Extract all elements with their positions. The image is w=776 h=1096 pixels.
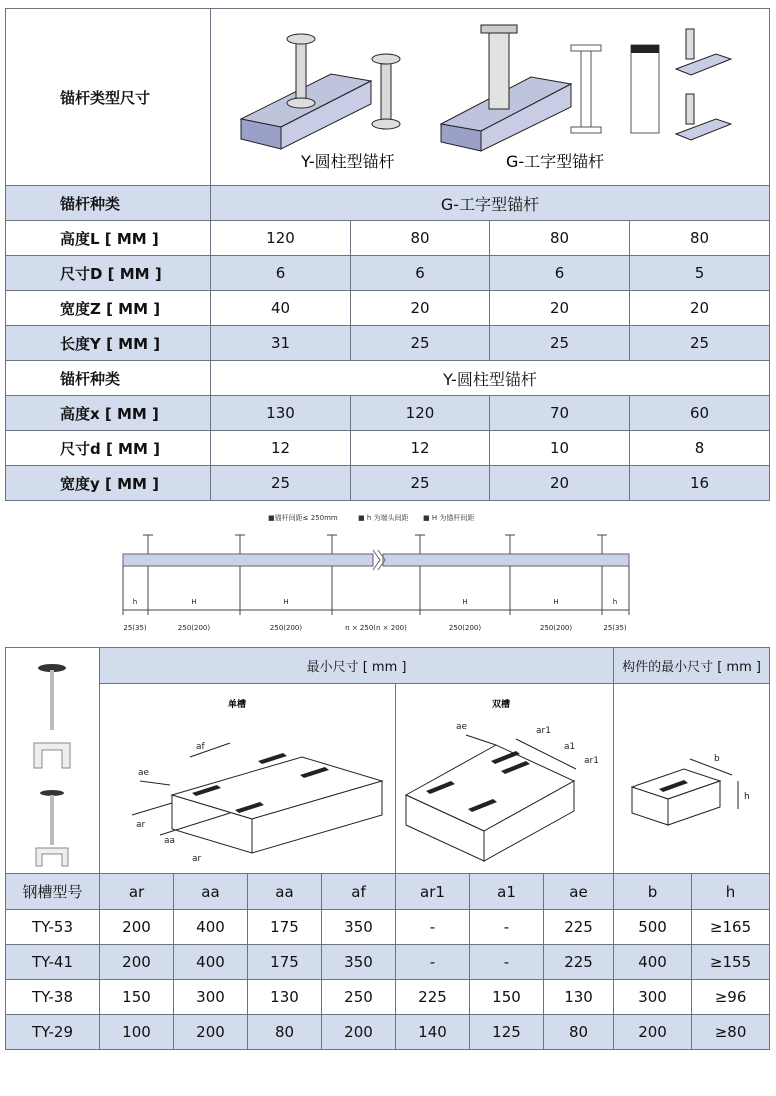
member-min-size-header: 构件的最小尺寸 [ mm ]: [614, 648, 770, 684]
model-cell: TY-53: [6, 910, 100, 945]
anchor-spacing-diagram: [118, 510, 634, 640]
double-slot-diagram: [396, 685, 614, 873]
model-cell: TY-41: [6, 945, 100, 980]
label-ae: ae: [138, 767, 150, 778]
cell: 350: [322, 910, 396, 945]
cell: 20: [490, 466, 630, 501]
label-ar1-2: ar1: [584, 755, 599, 766]
single-slot-title: 单槽: [228, 699, 247, 710]
cell: 12: [211, 431, 351, 466]
cell: 25: [351, 326, 490, 361]
row-label: 尺寸D [ MM ]: [6, 256, 211, 291]
cell: 175: [248, 910, 322, 945]
single-slot-diagram: [100, 685, 394, 873]
table-title: 锚杆类型尺寸: [6, 9, 211, 186]
table-row: [6, 431, 770, 466]
dim-value: 250(200): [177, 624, 211, 632]
channel-anchor-images: [6, 648, 98, 873]
cell: 130: [544, 980, 614, 1015]
cell: ≥96: [692, 980, 770, 1015]
row-label: 长度Y [ MM ]: [6, 326, 211, 361]
dim-letter: H: [462, 598, 468, 606]
cell: 300: [174, 980, 248, 1015]
cell: ≥80: [692, 1015, 770, 1050]
anchor-drawings: [211, 9, 768, 185]
cell: 350: [322, 945, 396, 980]
table-row: [6, 396, 770, 431]
row-label: 高度L [ MM ]: [6, 221, 211, 256]
cell: -: [470, 910, 544, 945]
cell: 16: [630, 466, 770, 501]
cell: 10: [490, 431, 630, 466]
cell: 225: [544, 945, 614, 980]
dim-value: 250(200): [269, 624, 303, 632]
cell: 40: [211, 291, 351, 326]
cell: 225: [544, 910, 614, 945]
legend-end-h: ■ h 为端头间距: [358, 514, 409, 522]
legend-anchor-H: ■ H 为锚杆间距: [423, 514, 475, 522]
dim-value: 25(35): [123, 624, 147, 632]
cell: ≥165: [692, 910, 770, 945]
cell: 120: [351, 396, 490, 431]
cell: 8: [630, 431, 770, 466]
y-section-value: Y-圆柱型锚杆: [211, 361, 770, 396]
cell: 80: [351, 221, 490, 256]
cell: 125: [470, 1015, 544, 1050]
cell: 20: [351, 291, 490, 326]
cell: ≥155: [692, 945, 770, 980]
cell: 20: [630, 291, 770, 326]
anchor-size-table: [5, 8, 770, 501]
cell: 130: [248, 980, 322, 1015]
cell: 200: [100, 945, 174, 980]
cell: 80: [630, 221, 770, 256]
dim-letter: H: [283, 598, 289, 606]
cell: 120: [211, 221, 351, 256]
cell: 300: [614, 980, 692, 1015]
anchor-illustrations: [211, 9, 770, 186]
table-row: [6, 945, 770, 980]
table-row: [6, 221, 770, 256]
cell: 25: [351, 466, 490, 501]
column-header: b: [614, 874, 692, 910]
single-slot-diagram-cell: [100, 684, 396, 874]
dim-letter: h: [132, 598, 138, 606]
dim-letter: H: [553, 598, 559, 606]
table-row: [6, 466, 770, 501]
column-header: af: [322, 874, 396, 910]
double-slot-title: 双槽: [492, 699, 511, 710]
cell: 225: [396, 980, 470, 1015]
caption-y-anchor: Y-圆柱型锚杆: [301, 152, 395, 171]
g-anchor-on-channel-image: [441, 25, 571, 151]
member-diagram-cell: [614, 684, 770, 874]
label-a1: a1: [564, 741, 576, 752]
column-header-row: [6, 874, 770, 910]
cell: 6: [211, 256, 351, 291]
cell: 250: [322, 980, 396, 1015]
y-anchor-on-channel-image: [241, 34, 371, 149]
cell: 150: [470, 980, 544, 1015]
cell: 25: [630, 326, 770, 361]
cell: 100: [100, 1015, 174, 1050]
label-b: b: [714, 753, 720, 764]
channel-images-cell: [6, 648, 100, 874]
table-row: [6, 256, 770, 291]
cell: 25: [211, 466, 351, 501]
double-slot-diagram-cell: [396, 684, 614, 874]
label-af: af: [196, 741, 205, 752]
cell: 130: [211, 396, 351, 431]
cell: -: [470, 945, 544, 980]
model-cell: TY-38: [6, 980, 100, 1015]
cell: 5: [630, 256, 770, 291]
row-label: 尺寸d [ MM ]: [6, 431, 211, 466]
g-section-value: G-工字型锚杆: [211, 186, 770, 221]
model-cell: TY-29: [6, 1015, 100, 1050]
column-header: aa: [174, 874, 248, 910]
member-diagram: [614, 685, 770, 873]
label-aa: aa: [164, 835, 176, 846]
cell: 20: [490, 291, 630, 326]
cell: 400: [614, 945, 692, 980]
caption-g-anchor: G-工字型锚杆: [506, 152, 605, 171]
channel-min-size-table: [5, 647, 770, 1050]
cell: 200: [100, 910, 174, 945]
column-header: ae: [544, 874, 614, 910]
cell: -: [396, 945, 470, 980]
dim-value: 25(35): [603, 624, 627, 632]
cell: 80: [248, 1015, 322, 1050]
table-row: [6, 980, 770, 1015]
cell: 60: [630, 396, 770, 431]
cell: 80: [544, 1015, 614, 1050]
cell: 400: [174, 945, 248, 980]
column-header: ar1: [396, 874, 470, 910]
g-anchor-profile-image: [571, 45, 659, 133]
column-header: ar: [100, 874, 174, 910]
table-row: [6, 910, 770, 945]
table-row: [6, 1015, 770, 1050]
label-ar: ar: [136, 819, 146, 830]
column-header: 钢槽型号: [6, 874, 100, 910]
cell: 6: [351, 256, 490, 291]
table-row: [6, 326, 770, 361]
legend-spacing: ■锚杆间距≤ 250mm: [268, 514, 338, 522]
dim-value: 250(200): [448, 624, 482, 632]
cell: 12: [351, 431, 490, 466]
cell: 140: [396, 1015, 470, 1050]
cell: 80: [490, 221, 630, 256]
cell: 6: [490, 256, 630, 291]
cell: 400: [174, 910, 248, 945]
row-label: 宽度y [ MM ]: [6, 466, 211, 501]
dim-letter: h: [612, 598, 618, 606]
dim-letter: H: [191, 598, 197, 606]
dim-value: n × 250(n × 200): [345, 624, 407, 632]
cell: 150: [100, 980, 174, 1015]
dim-value: 250(200): [539, 624, 573, 632]
cell: 200: [174, 1015, 248, 1050]
cell: 200: [614, 1015, 692, 1050]
label-ae: ae: [456, 721, 468, 732]
cell: 31: [211, 326, 351, 361]
row-label: 高度x [ MM ]: [6, 396, 211, 431]
cell: 200: [322, 1015, 396, 1050]
column-header: aa: [248, 874, 322, 910]
row-label: 宽度Z [ MM ]: [6, 291, 211, 326]
label-h: h: [744, 791, 750, 802]
y-section-label: 锚杆种类: [6, 361, 211, 396]
label-ar1: ar1: [536, 725, 551, 736]
g-anchor-small-images: [676, 29, 731, 140]
column-header: h: [692, 874, 770, 910]
cell: 175: [248, 945, 322, 980]
min-size-header: 最小尺寸 [ mm ]: [100, 648, 614, 684]
label-ar-2: ar: [192, 853, 202, 864]
y-anchor-image: [372, 54, 400, 129]
g-section-label: 锚杆种类: [6, 186, 211, 221]
cell: 70: [490, 396, 630, 431]
cell: 25: [490, 326, 630, 361]
cell: -: [396, 910, 470, 945]
cell: 500: [614, 910, 692, 945]
table-row: [6, 291, 770, 326]
column-header: a1: [470, 874, 544, 910]
